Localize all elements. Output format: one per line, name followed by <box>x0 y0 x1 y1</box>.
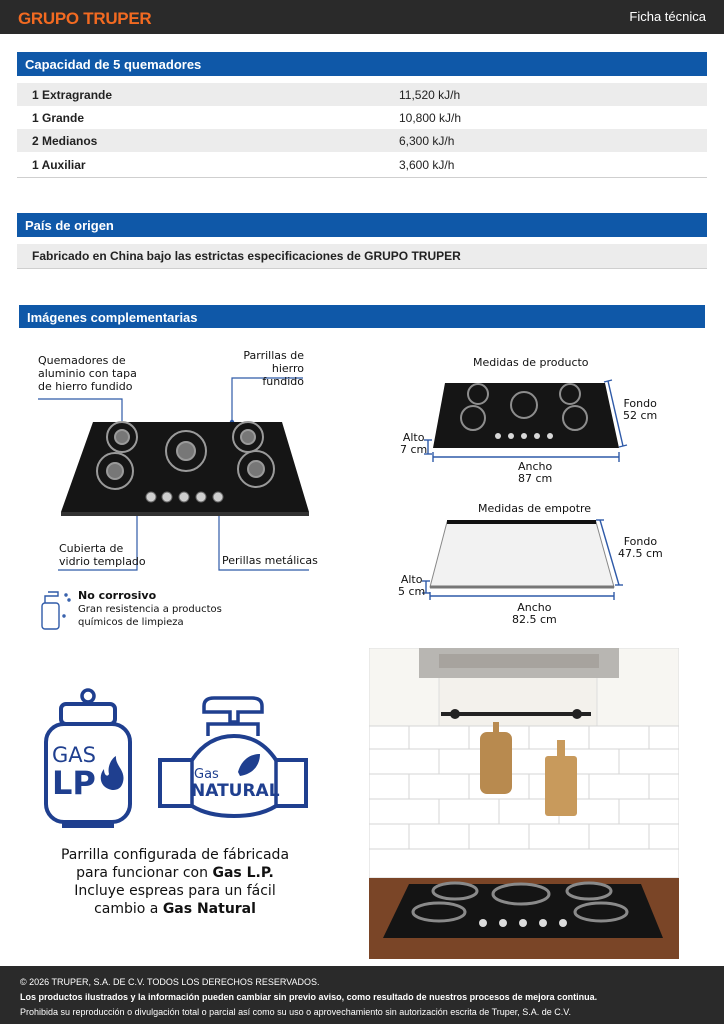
burner-value: 11,520 kJ/h <box>399 88 461 102</box>
callout-glass: Cubierta de vidrio templado <box>59 542 146 568</box>
callout-burners: Quemadores de aluminio con tapa de hierro fundido <box>38 354 137 393</box>
divider <box>17 177 707 178</box>
burners-section-title: Capacidad de 5 quemadores <box>17 52 707 76</box>
cutout-depth-label: Fondo 47.5 cm <box>618 535 663 560</box>
natural-gas-line1: Gas <box>194 767 219 782</box>
burner-label: 1 Auxiliar <box>32 158 86 172</box>
gas-text-line: para funcionar con Gas L.P. <box>76 865 274 881</box>
brand-logo: GRUPO TRUPER <box>18 9 152 28</box>
table-row <box>17 106 707 129</box>
gas-lp-line1: GAS <box>52 743 96 767</box>
cutout-dims-diagram <box>395 515 665 605</box>
divider <box>17 268 707 269</box>
product-width-label: Ancho 87 cm <box>518 460 553 485</box>
non-corrosive-text: Gran resistencia a productos químicos de limpieza <box>78 604 222 628</box>
burner-label: 2 Medianos <box>32 134 98 148</box>
burner-value: 6,300 kJ/h <box>399 134 455 148</box>
product-height-label: Alto 7 cm <box>400 431 428 456</box>
product-depth-label: Fondo 52 cm <box>623 397 658 422</box>
product-dims-diagram <box>395 374 665 474</box>
flame-icon <box>101 756 124 790</box>
origin-section-title: País de origen <box>17 213 707 237</box>
product-dims-title: Medidas de producto <box>473 356 589 369</box>
gas-text-line: cambio a Gas Natural <box>94 901 256 917</box>
leaf-icon <box>238 754 260 776</box>
gas-lp-tank-icon <box>40 686 136 832</box>
gas-configuration-text <box>40 846 310 918</box>
cutout-width-label: Ancho 82.5 cm <box>512 601 557 626</box>
natural-gas-valve-icon <box>156 696 312 818</box>
cutout-height-label: Alto 5 cm <box>398 573 426 598</box>
burner-label: 1 Extragrande <box>32 88 113 102</box>
gas-text-line: Incluye espreas para un fácil <box>74 883 276 899</box>
gas-lp-line2: LP <box>52 764 96 802</box>
spray-bottle-icon <box>42 592 70 629</box>
burner-value: 10,800 kJ/h <box>399 111 462 125</box>
burner-value: 3,600 kJ/h <box>399 158 455 172</box>
footer-prohibition: Prohibida su reproducción o divulgación total o parcial así como su uso o aprovechamiento sin autorización escrita de Truper, S.A. de C.V. <box>20 1007 571 1017</box>
burner-label: 1 Grande <box>32 111 85 125</box>
natural-gas-line2: NATURAL <box>191 781 280 801</box>
top-bar <box>0 0 724 34</box>
footer-notice: Los productos ilustrados y la información pueden cambiar sin previo aviso, como resultado de nuestros procesos de mejora continua. <box>20 992 598 1002</box>
table-row <box>17 153 707 176</box>
callout-grates: Parrillas de hierro fundido <box>243 349 304 388</box>
document-type: Ficha técnica <box>629 9 706 24</box>
origin-text: Fabricado en China bajo las estrictas especificaciones de GRUPO TRUPER <box>17 244 707 268</box>
table-row <box>17 129 707 152</box>
gas-text-line: Parrilla configurada de fábricada <box>60 847 290 863</box>
callout-knobs: Perillas metálicas <box>222 554 318 567</box>
images-section-title: Imágenes complementarias <box>19 305 705 328</box>
footer <box>0 966 724 1024</box>
non-corrosive-title: No corrosivo <box>78 589 157 602</box>
footer-copyright: © 2026 TRUPER, S.A. DE C.V. TODOS LOS DERECHOS RESERVADOS. <box>20 977 320 987</box>
table-row <box>17 83 707 106</box>
cutout-dims-title: Medidas de empotre <box>478 502 592 515</box>
kitchen-installation-photo <box>369 648 679 959</box>
